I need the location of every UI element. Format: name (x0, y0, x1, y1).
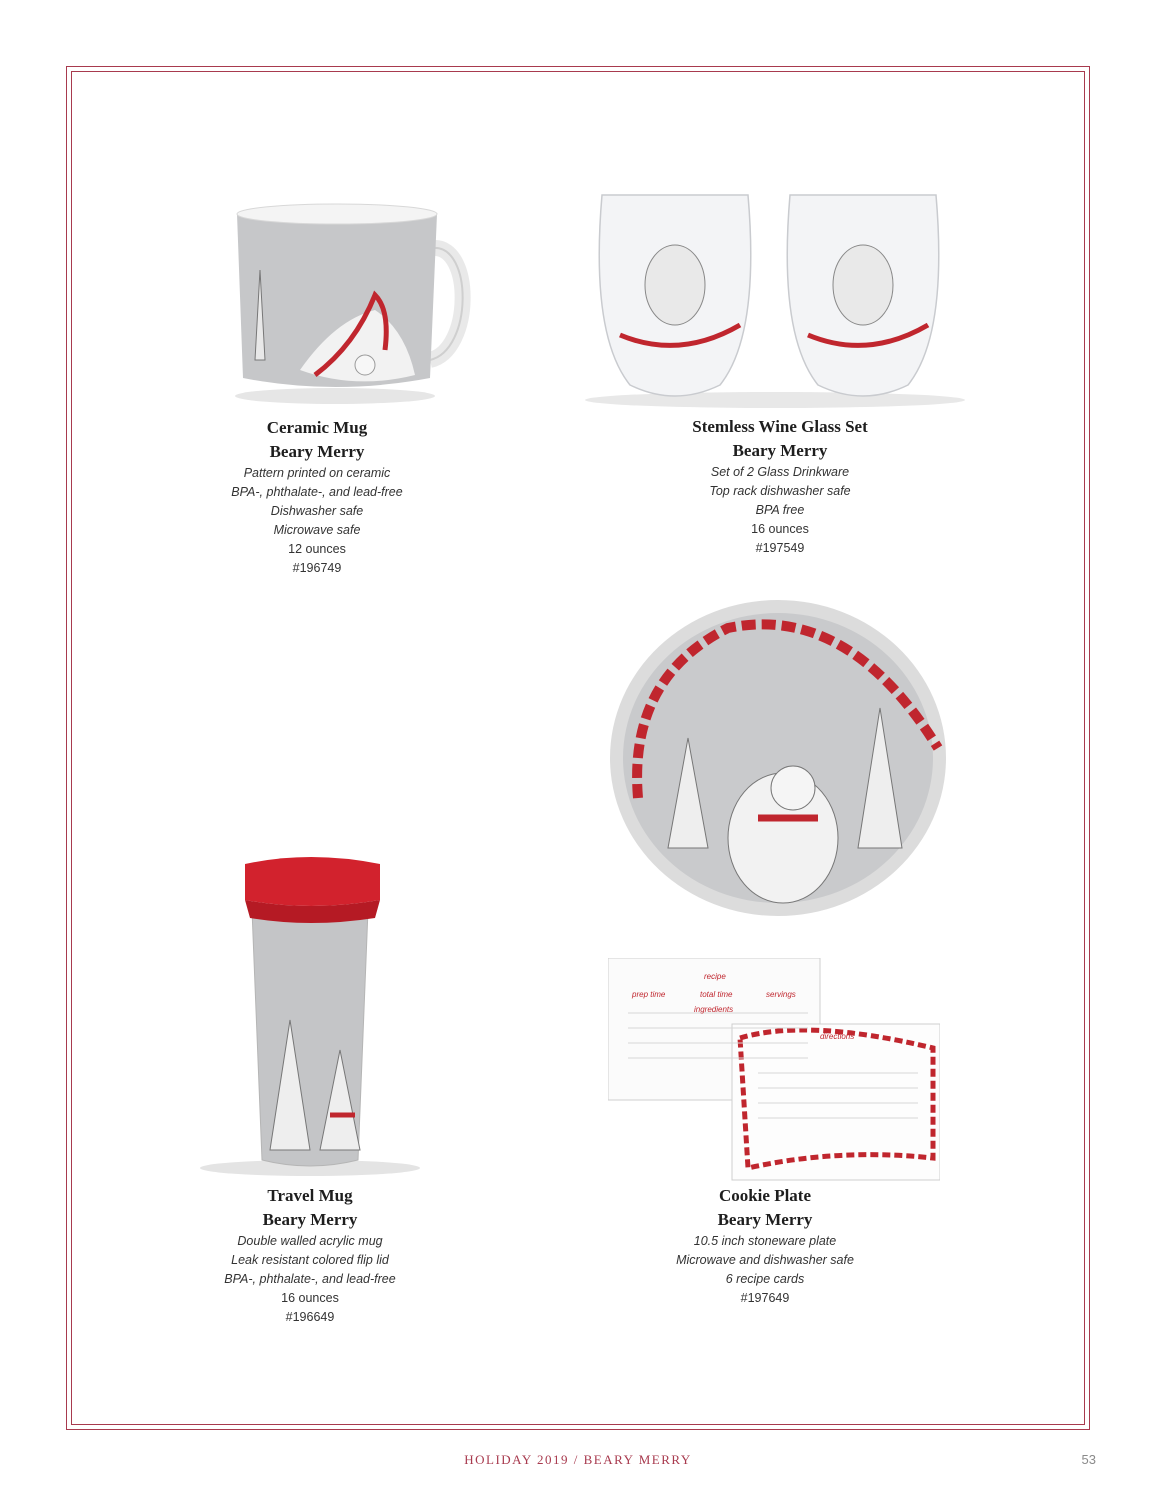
product-title: Travel Mug (267, 1186, 353, 1205)
product-collection: Beary Merry (732, 441, 828, 460)
travel-mug-details (190, 1184, 430, 1327)
product-title: Cookie Plate (718, 1186, 812, 1205)
product-detail: BPA-, phthalate-, and lead-free (231, 485, 403, 499)
product-detail: Set of 2 Glass Drinkware (710, 465, 850, 479)
ceramic-mug-image (225, 200, 475, 410)
product-collection: Beary Merry (262, 1210, 358, 1229)
product-detail: BPA-, phthalate-, and lead-free (224, 1272, 396, 1286)
product-collection: Beary Merry (717, 1210, 813, 1229)
footer-title: HOLIDAY 2019 / BEARY MERRY (464, 1452, 692, 1467)
card-label-servings: servings (766, 990, 796, 999)
wine-glass-set-image (580, 185, 970, 410)
page-number: 53 (1081, 1452, 1096, 1467)
product-detail: Dishwasher safe (270, 504, 364, 518)
product-sku: #196649 (285, 1310, 335, 1324)
product-capacity: 16 ounces (281, 1291, 339, 1305)
product-detail: 10.5 inch stoneware plate (693, 1234, 837, 1248)
product-sku: #196749 (292, 561, 342, 575)
product-title: Ceramic Mug (266, 418, 368, 437)
product-detail: BPA free (755, 503, 805, 517)
card-label-directions: directions (820, 1032, 855, 1041)
product-sku: #197649 (740, 1291, 790, 1305)
product-detail: Pattern printed on ceramic (243, 466, 391, 480)
product-capacity: 16 ounces (751, 522, 809, 536)
cookie-plate-image (608, 598, 954, 918)
product-capacity: 12 ounces (288, 542, 346, 556)
product-detail: Top rack dishwasher safe (709, 484, 851, 498)
cookie-plate-details (645, 1184, 885, 1308)
card-label-prep-time: prep time (632, 990, 666, 999)
card-label-ingredients: ingredients (694, 1005, 734, 1014)
product-detail: Microwave safe (273, 523, 361, 537)
card-label-recipe: recipe (704, 972, 726, 981)
product-detail: Leak resistant colored flip lid (231, 1253, 389, 1267)
card-label-total-time: total time (700, 990, 733, 999)
travel-mug-image (190, 850, 440, 1180)
product-detail: Double walled acrylic mug (237, 1234, 383, 1248)
product-title: Stemless Wine Glass Set (692, 417, 868, 436)
recipe-cards-image (608, 958, 940, 1183)
ceramic-mug-details (200, 416, 434, 578)
product-sku: #197549 (755, 541, 805, 555)
product-collection: Beary Merry (269, 442, 365, 461)
wine-glass-details (640, 415, 920, 558)
product-detail: 6 recipe cards (725, 1272, 805, 1286)
product-detail: Microwave and dishwasher safe (676, 1253, 854, 1267)
